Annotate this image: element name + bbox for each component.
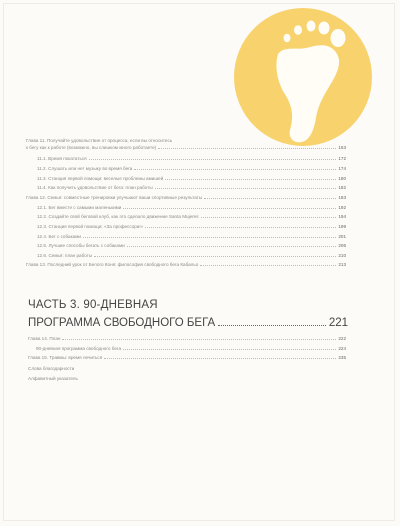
toc-leader [94,253,336,257]
part-page: 221 [328,317,348,329]
toc-leader [83,234,336,238]
toc-leader [155,185,337,189]
toc-chapter-12[interactable] [26,195,346,201]
toc-leader [123,346,336,350]
part-title-leader [218,316,326,326]
toc-page: 224 [338,346,346,351]
toc-section[interactable] [37,243,346,249]
toc-label: к бегу как к работе (возможно, вы слишком много работаете) [26,145,157,150]
toc-page: 163 [338,145,346,150]
toc-page: 199 [338,224,346,229]
toc-section[interactable] [37,185,346,191]
toc-acknowledgements[interactable] [28,366,74,372]
toc-label: 12.5. Лучшие способы бегать с собаками [37,243,125,248]
toc-page: 182 [338,185,346,190]
toc-page: 213 [338,262,346,267]
toc-section[interactable] [36,346,346,352]
toc-page: 180 [338,176,346,181]
toc-page: 172 [338,156,346,161]
toc-label: Глава 13. Последний урок от Белого Коня: философия свободного бега Кабальо [26,262,199,267]
toc-chapter-14[interactable] [28,336,346,342]
toc-section[interactable] [37,156,346,162]
toc-leader [89,156,337,160]
toc-label: 90-дневная программа свободного бега [36,346,122,351]
toc-label: 11.1. Время покататься [37,156,87,161]
toc-label: 11.3. Станция первой помощи: веселые проблемы амишей [37,176,164,181]
toc-section[interactable] [37,166,346,172]
toc-label: Слова благодарности [28,366,75,371]
toc-section[interactable] [37,253,346,259]
toc-label: Глава 12. Семья: совместные тренировки улучшают ваши спортивные результаты [26,195,203,200]
footprint-icon [234,8,372,146]
toc-leader [62,336,336,340]
toc-page: 183 [338,195,346,200]
toc-label: 11.4. Как получить удовольствие от бега: план работы [37,185,153,190]
sun-circle [234,8,372,146]
toc-label: Глава 14. План [28,336,61,341]
toc-chapter-13[interactable] [26,262,346,268]
toc-section[interactable] [37,234,346,240]
toc-chapter-11[interactable] [26,145,346,151]
toc-label: 12.1. Бег вместе с самыми маленькими [37,205,122,210]
toc-label: Глава 15. Травмы: время лечиться [28,355,103,360]
toc-page: 201 [338,234,346,239]
toc-leader [145,224,336,228]
toc-section[interactable] [37,205,346,211]
toc-leader [104,355,336,359]
toc-leader [123,205,336,209]
toc-leader [165,176,336,180]
toc-chapter-15[interactable] [28,355,346,361]
toc-label: 12.4. Бег с собаками [37,234,81,239]
toc-index[interactable] [28,376,78,382]
toc-leader [127,243,337,247]
toc-leader [201,214,337,218]
toc-page: 192 [338,205,346,210]
toc-page: 174 [338,166,346,171]
toc-label: Алфавитный указатель [28,376,78,381]
toc-label: 12.2. Создайте свой беговой клуб, как это сделало движение Santa Mujeres [37,214,199,219]
toc-label: 12.3. Станция первой помощи: «За профессора!» [37,224,144,229]
toc-leader [158,145,336,149]
toc-section[interactable] [37,224,346,230]
toc-leader [134,166,336,170]
toc-page: 210 [338,253,346,258]
toc-page: 206 [338,243,346,248]
toc-chapter-11-line1: Глава 11. Получайте удовольствие от процесса, если вы относитесь [26,138,173,143]
part-title-text: ПРОГРАММА СВОБОДНОГО БЕГА [28,317,216,329]
part-title: ЧАСТЬ 3. 90-ДНЕВНАЯ [28,299,158,311]
part-title-line2[interactable] [28,316,348,330]
toc-section[interactable] [37,214,346,220]
toc-page: 222 [338,336,346,341]
toc-section[interactable] [37,176,346,182]
toc-label: 12.6. Семья: план работы [37,253,93,258]
toc-leader [200,262,336,266]
toc-page: 235 [338,355,346,360]
toc-leader [204,195,336,199]
toc-label: 11.2. Слушать или нет музыку во время бега [37,166,133,171]
toc-page: 194 [338,214,346,219]
